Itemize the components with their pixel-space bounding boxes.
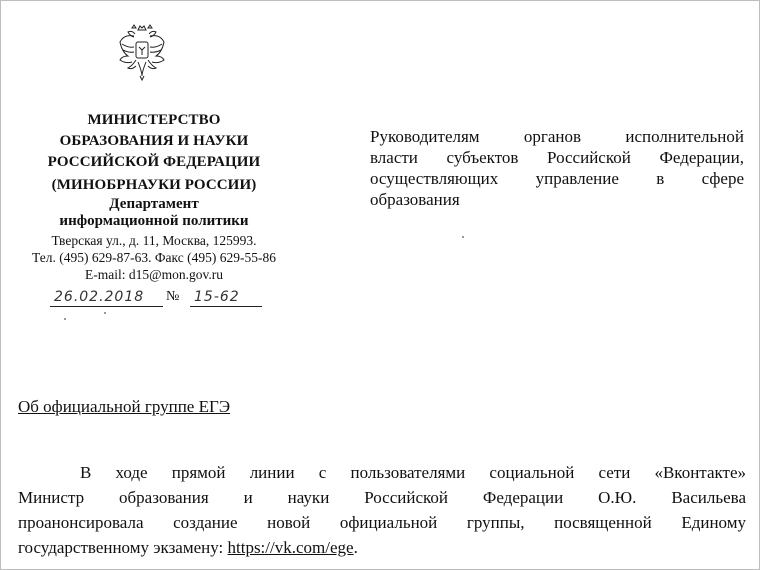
address-line: Тверская ул., д. 11, Москва, 125993. (51, 233, 257, 248)
vk-group-link[interactable]: https://vk.com/ege (227, 538, 354, 557)
scan-speck (64, 318, 66, 320)
email-line: E-mail: d15@mon.gov.ru (85, 267, 223, 282)
registration-number: 15-62 (190, 288, 262, 307)
addressee-line: власти субъектов Российской Федерации, (370, 148, 744, 167)
ministry-name-line: РОССИЙСКОЙ ФЕДЕРАЦИИ (47, 154, 261, 170)
registration-date: 26.02.2018 (50, 288, 163, 307)
letter-subject: Об официальной группе ЕГЭ (18, 397, 231, 416)
ministry-name-line: МИНИСТЕРСТВО (87, 112, 221, 128)
russian-coat-of-arms-icon (118, 22, 166, 82)
addressee-line: осуществляющих управление в сфере (370, 169, 744, 188)
body-line-text: государственному экзамену: (18, 538, 228, 557)
addressee-line: Руководителям органов исполнительной (370, 127, 744, 146)
ministry-short-name: (МИНОБРНАУКИ РОССИИ) (51, 177, 257, 193)
body-line: Министр образования и науки Российской Федерации О.Ю. Васильева (18, 488, 746, 507)
addressee-line: образования (370, 190, 460, 209)
scan-speck (462, 236, 464, 238)
letter-body (18, 460, 746, 560)
department-name (30, 196, 278, 230)
body-line: проанонсировала создание новой официальной группы, посвященной Единому (18, 513, 746, 532)
ministry-name (30, 110, 278, 196)
phone-fax-line: Тел. (495) 629-87-63. Факс (495) 629-55-86 (32, 250, 276, 265)
body-line (18, 535, 746, 560)
body-line: В ходе прямой линии с пользователями социальной сети «Вконтакте» (80, 463, 746, 482)
contact-info (22, 232, 286, 283)
registration-stamp (50, 288, 265, 310)
ministry-name-line: ОБРАЗОВАНИЯ И НАУКИ (59, 133, 249, 149)
department-name-line: информационной политики (59, 213, 249, 229)
number-sign: № (166, 289, 180, 304)
addressee-block (370, 126, 744, 210)
scan-speck (104, 312, 106, 314)
department-name-line: Департамент (109, 196, 199, 212)
body-line-end: . (353, 538, 358, 557)
